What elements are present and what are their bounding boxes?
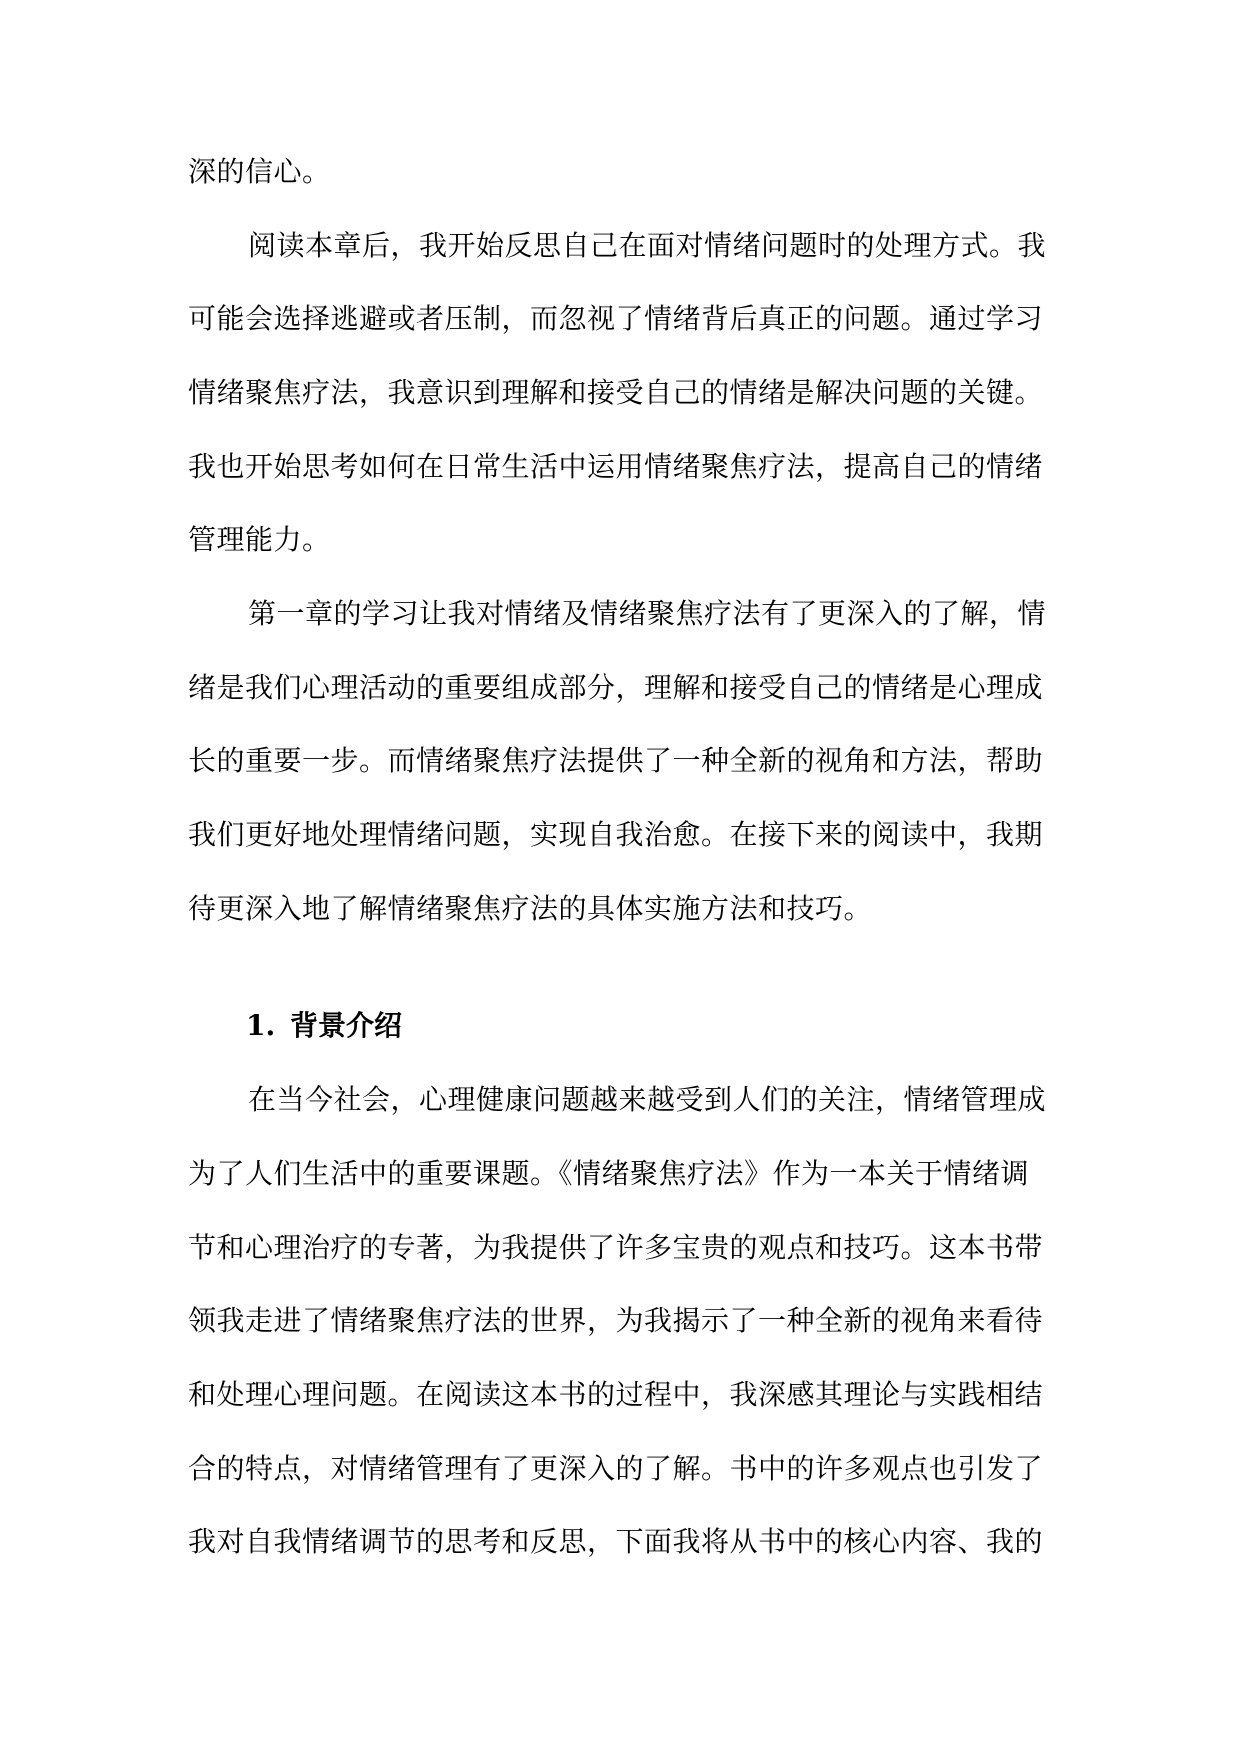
paragraph-first-line: 阅读本章后，我开始反思自己在面对情绪问题时的处理方式。我 xyxy=(248,229,1047,262)
text-line: 可能会选择逃避或者压制，而忽视了情绪背后真正的问题。通过学习 xyxy=(188,302,1044,335)
text-line: 管理能力。 xyxy=(188,523,331,556)
text-line: 为了人们生活中的重要课题。《情绪聚焦疗法》作为一本关于情绪调 xyxy=(188,1157,1030,1190)
text-line: 我们更好地处理情绪问题，实现自我治愈。在接下来的阅读中，我期 xyxy=(188,818,1044,851)
section-title: 背景介绍 xyxy=(290,1009,403,1042)
section-number: 1. xyxy=(246,1009,276,1042)
text-line: 情绪聚焦疗法，我意识到理解和接受自己的情绪是解决问题的关键。 xyxy=(188,376,1044,409)
text-line: 我也开始思考如何在日常生活中运用情绪聚焦疗法，提高自己的情绪 xyxy=(188,450,1044,483)
text-line: 我对自我情绪调节的思考和反思，下面我将从书中的核心内容、我的 xyxy=(188,1525,1044,1558)
text-line: 待更深入地了解情绪聚焦疗法的具体实施方法和技巧。 xyxy=(188,892,873,925)
text-line: 领我走进了情绪聚焦疗法的世界，为我揭示了一种全新的视角来看待 xyxy=(188,1304,1044,1337)
text-line: 合的特点，对情绪管理有了更深入的了解。书中的许多观点也引发了 xyxy=(188,1452,1044,1485)
text-line: 深的信心。 xyxy=(188,155,331,188)
text-line: 和处理心理问题。在阅读这本书的过程中，我深感其理论与实践相结 xyxy=(188,1378,1044,1411)
section-heading xyxy=(246,996,846,1056)
text-line: 长的重要一步。而情绪聚焦疗法提供了一种全新的视角和方法，帮助 xyxy=(188,744,1044,777)
paragraph-first-line: 第一章的学习让我对情绪及情绪聚焦疗法有了更深入的了解，情 xyxy=(248,597,1047,630)
paragraph-first-line: 在当今社会，心理健康问题越来越受到人们的关注，情绪管理成 xyxy=(248,1083,1047,1116)
text-line: 节和心理治疗的专著，为我提供了许多宝贵的观点和技巧。这本书带 xyxy=(188,1231,1044,1264)
text-line: 绪是我们心理活动的重要组成部分，理解和接受自己的情绪是心理成 xyxy=(188,671,1044,704)
